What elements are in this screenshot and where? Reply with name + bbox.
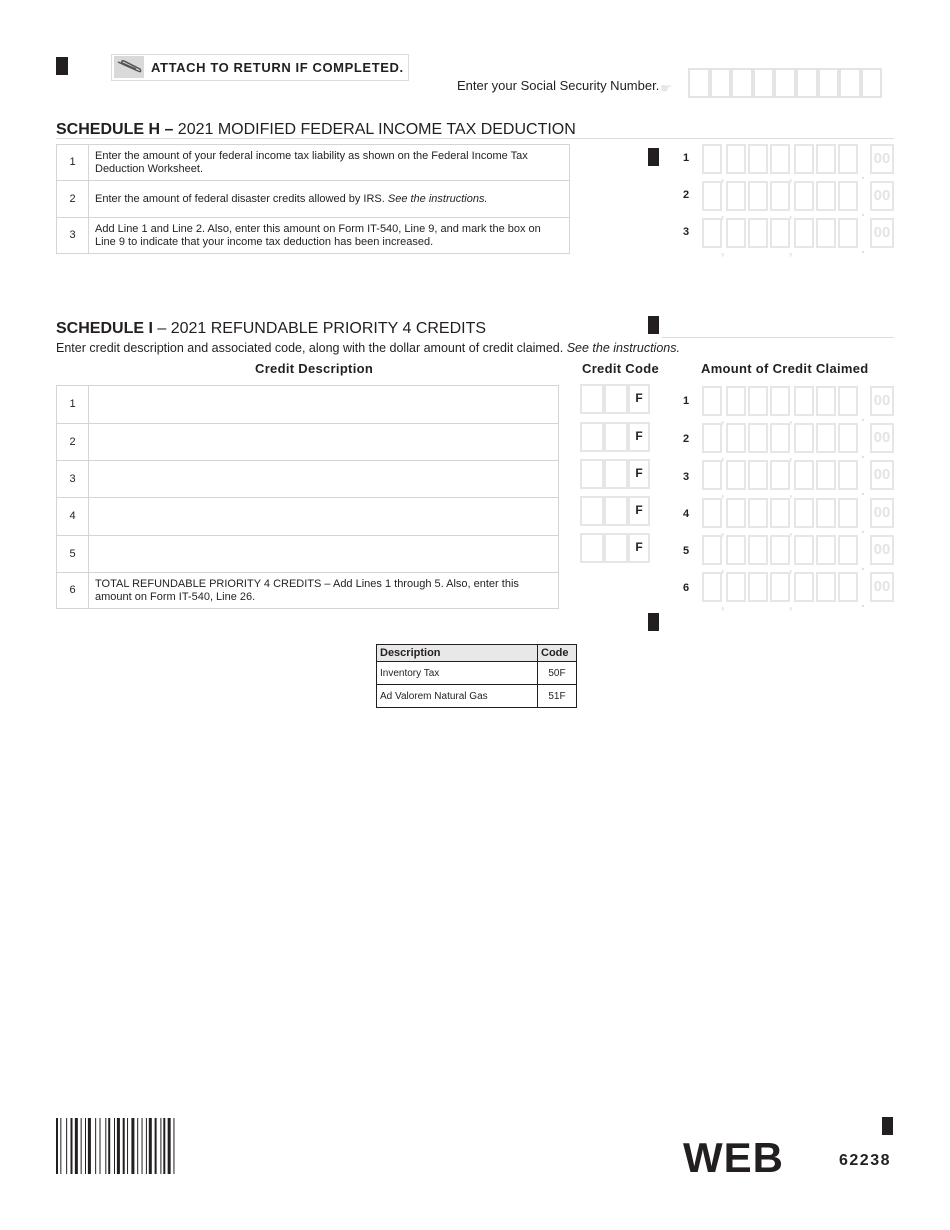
line-number: 3 xyxy=(57,461,89,498)
amount-line-number: 2 xyxy=(683,189,690,201)
code-value: 51F xyxy=(538,685,577,708)
amount-line-number: 3 xyxy=(683,226,690,238)
schedule-i-heading: – 2021 REFUNDABLE PRIORITY 4 CREDITS xyxy=(152,320,487,337)
schedule-i-table xyxy=(56,385,559,609)
code-suffix: F xyxy=(628,533,650,563)
pointing-hand-icon: ☛ xyxy=(660,80,673,96)
credit-description-input[interactable] xyxy=(89,498,559,536)
cents-box: 00 xyxy=(870,498,894,528)
line-description: Enter the amount of your federal income tax liability as shown on the Federal Income Tax Deduction Worksheet. xyxy=(89,145,570,181)
amount-line-number: 3 xyxy=(683,471,690,483)
amount-line-number: 1 xyxy=(683,152,690,164)
cents-box: 00 xyxy=(870,423,894,453)
cents-box: 00 xyxy=(870,181,894,211)
amount-claimed-header: Amount of Credit Claimed xyxy=(701,361,869,376)
paperclip-icon xyxy=(114,56,144,78)
table-header-row xyxy=(377,645,577,662)
form-number: 62238 xyxy=(839,1152,891,1169)
credit-amount-line-3[interactable]: , , . 00 xyxy=(702,460,894,494)
credit-description-header: Credit Description xyxy=(255,361,374,376)
schedule-i-title xyxy=(56,320,486,338)
attach-notice xyxy=(111,54,409,81)
table-row xyxy=(57,573,559,609)
credit-amount-line-6-total[interactable]: , , . 00 xyxy=(702,572,894,606)
table-row xyxy=(57,145,570,181)
registration-mark xyxy=(648,613,659,631)
line-description: Add Line 1 and Line 2. Also, enter this amount on Form IT-540, Line 9, and mark the box on Line 9 to indicate that your income tax deduction has been increased. xyxy=(89,218,570,254)
column-header: Description xyxy=(377,645,538,662)
line-number: 1 xyxy=(57,145,89,181)
registration-mark xyxy=(56,57,68,75)
line-description: TOTAL REFUNDABLE PRIORITY 4 CREDITS – Add Lines 1 through 5. Also, enter this amount on Form IT-540, Line 26. xyxy=(89,573,559,609)
line-number: 1 xyxy=(57,386,89,424)
code-suffix: F xyxy=(628,384,650,414)
credit-amount-line-2[interactable]: , , . 00 xyxy=(702,423,894,457)
table-row xyxy=(57,181,570,218)
cents-box: 00 xyxy=(870,460,894,490)
table-row xyxy=(377,662,577,685)
schedule-h-line-1-amount[interactable]: , , . 00 xyxy=(702,144,894,178)
attach-text: ATTACH TO RETURN IF COMPLETED. xyxy=(151,60,404,75)
table-row xyxy=(57,218,570,254)
credit-amount-line-1[interactable]: , , . 00 xyxy=(702,386,894,420)
schedule-h-line-2-amount[interactable]: , , . 00 xyxy=(702,181,894,215)
code-suffix: F xyxy=(628,496,650,526)
registration-mark xyxy=(882,1117,893,1135)
line-number: 2 xyxy=(57,424,89,461)
line-number: 2 xyxy=(57,181,89,218)
amount-line-number: 1 xyxy=(683,395,690,407)
table-row xyxy=(57,461,559,498)
table-row xyxy=(377,685,577,708)
credit-description-input[interactable] xyxy=(89,424,559,461)
credit-code-input[interactable] xyxy=(580,533,650,563)
table-row xyxy=(57,386,559,424)
line-number: 5 xyxy=(57,536,89,573)
amount-line-number: 5 xyxy=(683,545,690,557)
table-row xyxy=(57,498,559,536)
schedule-h-title xyxy=(56,121,576,139)
code-suffix: F xyxy=(628,422,650,452)
credit-code-table xyxy=(376,644,577,708)
amount-line-number: 6 xyxy=(683,582,690,594)
line-number: 3 xyxy=(57,218,89,254)
code-description: Inventory Tax xyxy=(377,662,538,685)
line-number: 4 xyxy=(57,498,89,536)
cents-box: 00 xyxy=(870,144,894,174)
credit-description-input[interactable] xyxy=(89,461,559,498)
column-header: Code xyxy=(538,645,577,662)
ssn-input[interactable] xyxy=(688,68,882,98)
credit-code-header: Credit Code xyxy=(582,361,659,376)
cents-box: 00 xyxy=(870,535,894,565)
credit-amount-line-5[interactable]: , , . 00 xyxy=(702,535,894,569)
credit-amount-line-4[interactable]: , , . 00 xyxy=(702,498,894,532)
cents-box: 00 xyxy=(870,218,894,248)
cents-box: 00 xyxy=(870,386,894,416)
registration-mark xyxy=(648,316,659,334)
schedule-h-table xyxy=(56,144,570,254)
credit-code-input[interactable] xyxy=(580,496,650,526)
code-suffix: F xyxy=(628,459,650,489)
credit-code-input[interactable] xyxy=(580,384,650,414)
schedule-h-heading: 2021 MODIFIED FEDERAL INCOME TAX DEDUCTION xyxy=(173,121,576,138)
cents-box: 00 xyxy=(870,572,894,602)
code-value: 50F xyxy=(538,662,577,685)
registration-mark xyxy=(648,148,659,166)
table-row xyxy=(57,424,559,461)
schedule-i-instructions: Enter credit description and associated code, along with the dollar amount of credit claimed. See the instructions. xyxy=(56,341,680,355)
line-number: 6 xyxy=(57,573,89,609)
credit-description-input[interactable] xyxy=(89,386,559,424)
schedule-h-label: SCHEDULE H – xyxy=(56,121,174,138)
web-label: WEB xyxy=(683,1134,784,1181)
credit-description-input[interactable] xyxy=(89,536,559,573)
amount-line-number: 4 xyxy=(683,508,690,520)
line-description: Enter the amount of federal disaster credits allowed by IRS. See the instructions. xyxy=(89,181,570,218)
amount-line-number: 2 xyxy=(683,433,690,445)
table-row xyxy=(57,536,559,573)
barcode xyxy=(56,1118,228,1174)
code-description: Ad Valorem Natural Gas xyxy=(377,685,538,708)
schedule-i-label: SCHEDULE I xyxy=(56,320,153,337)
credit-code-input[interactable] xyxy=(580,422,650,452)
schedule-h-line-3-amount[interactable]: , , . 00 xyxy=(702,218,894,252)
credit-code-input[interactable] xyxy=(580,459,650,489)
ssn-label: Enter your Social Security Number. xyxy=(457,78,660,93)
